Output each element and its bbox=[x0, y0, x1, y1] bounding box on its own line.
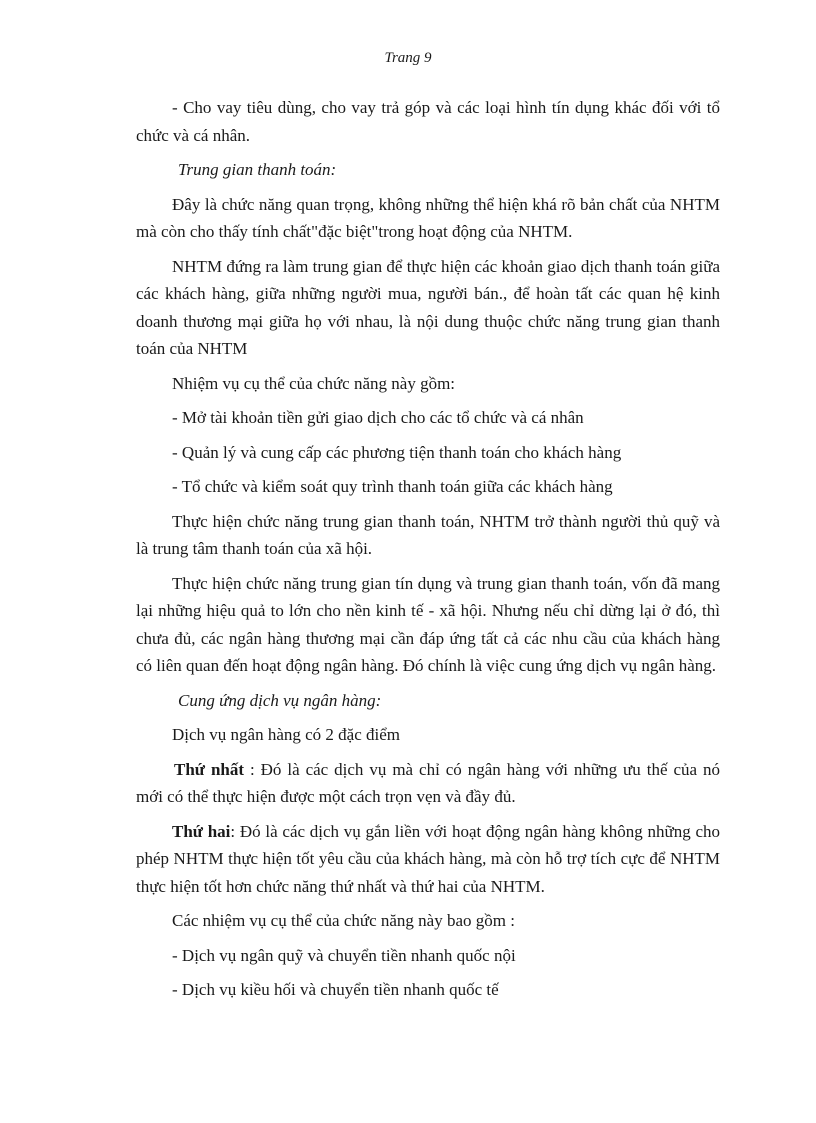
section-heading-banking-services: Cung ứng dịch vụ ngân hàng: bbox=[178, 690, 382, 710]
section-heading-payment-intermediary: Trung gian thanh toán: bbox=[178, 160, 337, 179]
paragraph-payment-role: NHTM đứng ra làm trung gian để thực hiện các khoản giao dịch thanh toán giữa các khách hàng, giữa những người mua, người bán., để hoàn tất các quan hệ kinh doanh thương mại giữa họ với nhau, là nội dung thuộc chức năng trung gian thanh toán của NHTM bbox=[136, 256, 720, 358]
paragraph-services-need: Thực hiện chức năng trung gian tín dụng và trung gian thanh toán, vốn đã mang lại những hiệu quả to lớn cho nền kinh tế - xã hội. Nhưng nếu chỉ dừng lại ở đó, thì chưa đủ, các ngân hàng thương mại cần đáp ứng tất cả các nhu cầu của khách hàng có liên quan đến hoạt động ngân hàng. Đó chính là việc cung ứng dịch vụ ngân hàng. bbox=[136, 573, 720, 675]
list-item: - Mở tài khoản tiền gửi giao dịch cho các tổ chức và cá nhân bbox=[172, 408, 584, 427]
paragraph-tasks-intro: Nhiệm vụ cụ thể của chức năng này gồm: bbox=[172, 373, 456, 393]
paragraph-two-features: Dịch vụ ngân hàng có 2 đặc điểm bbox=[172, 725, 401, 744]
page-number-header: Trang 9 bbox=[384, 50, 432, 66]
feature-two-label: Thứ hai bbox=[172, 821, 231, 841]
list-item: - Quản lý và cung cấp các phương tiện thanh toán cho khách hàng bbox=[172, 442, 622, 462]
paragraph-service-tasks-intro: Các nhiệm vụ cụ thể của chức năng này bao gồm : bbox=[172, 911, 515, 930]
paragraph-treasurer: Thực hiện chức năng trung gian thanh toán, NHTM trở thành người thủ quỹ và là trung tâm thanh toán của xã hội. bbox=[136, 511, 720, 558]
paragraph-consumer-loans: - Cho vay tiêu dùng, cho vay trả góp và các loại hình tín dụng khác đối với tổ chức và cá nhân. bbox=[136, 98, 720, 145]
list-item: - Dịch vụ kiều hối và chuyển tiền nhanh quốc tế bbox=[172, 980, 499, 999]
feature-two-text: : Đó là các dịch vụ gắn liền với hoạt động ngân hàng không những cho phép NHTM thực hiện tốt yêu cầu của khách hàng, mà còn hỗ trợ tích cực để NHTM thực hiện tốt hơn chức năng thứ nhất và thứ hai của NHTM. bbox=[136, 821, 720, 896]
paragraph-importance: Đây là chức năng quan trọng, không những thể hiện khá rõ bản chất của NHTM mà còn cho thấy tính chất"đặc biệt"trong hoạt động của NHTM. bbox=[136, 194, 720, 241]
document-body bbox=[136, 94, 720, 1011]
list-item: - Tổ chức và kiểm soát quy trình thanh toán giữa các khách hàng bbox=[172, 477, 613, 496]
feature-one-label: Thứ nhất bbox=[174, 759, 245, 779]
paragraph-feature-one bbox=[136, 756, 720, 811]
paragraph-feature-two bbox=[136, 818, 720, 901]
feature-one-text: : Đó là các dịch vụ mà chỉ có ngân hàng với những ưu thế của nó mới có thể thực hiện được một cách trọn vẹn và đầy đủ. bbox=[136, 759, 720, 806]
list-item: - Dịch vụ ngân quỹ và chuyển tiền nhanh quốc nội bbox=[172, 945, 516, 965]
